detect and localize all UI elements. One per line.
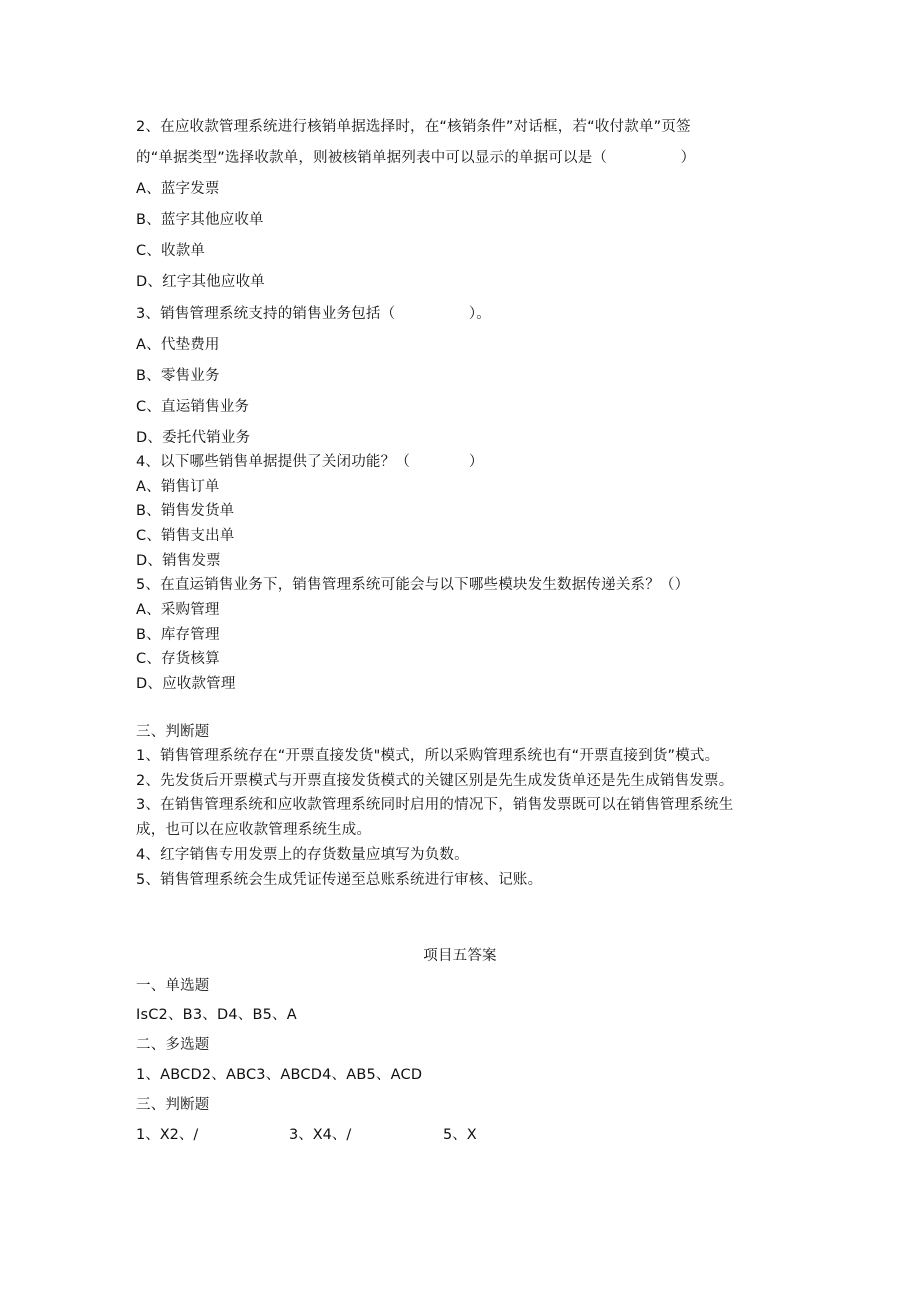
question-2-option-b: B、蓝字其他应收单 [136, 212, 264, 228]
question-3-stem: 3、销售管理系统支持的销售业务包括（ ）。 [136, 306, 491, 322]
answers-multi-line: 1、ABCD2、ABC3、ABCD4、AB5、ACD [136, 1067, 423, 1083]
judgement-heading: 三、判断题 [136, 724, 210, 740]
answers-judge-part-1: 1、X2、/ [136, 1127, 199, 1143]
answers-multi-heading: 二、多选题 [136, 1037, 210, 1053]
answers-single-heading: 一、单选题 [136, 978, 210, 994]
question-2-option-d: D、红字其他应收单 [136, 274, 265, 290]
question-4-option-d: D、销售发票 [136, 553, 221, 569]
question-2-option-a: A、蓝字发票 [136, 181, 220, 197]
answers-judge-part-2: 3、X4、/ [289, 1127, 352, 1143]
answers-judge-heading: 三、判断题 [136, 1097, 210, 1113]
question-2-stem-line2: 的“单据类型”选择收款单，则被核销单据列表中可以显示的单据可以是（ ） [136, 150, 696, 166]
question-5-option-c: C、存货核算 [136, 651, 220, 667]
question-4-option-b: B、销售发货单 [136, 503, 235, 519]
question-4-stem: 4、以下哪些销售单据提供了关闭功能？（ ） [136, 454, 484, 470]
judgement-item-2: 2、先发货后开票模式与开票直接发货模式的关键区别是先生成发货单还是先生成销售发票。 [136, 773, 734, 789]
question-5-option-d: D、应收款管理 [136, 676, 236, 692]
question-5-option-a: A、采购管理 [136, 602, 220, 618]
question-5-option-b: B、库存管理 [136, 627, 220, 643]
answers-single-line: IsC2、B3、D4、B5、A [136, 1007, 297, 1023]
answers-title: 项目五答案 [423, 948, 497, 964]
judgement-item-3-line2: 成，也可以在应收款管理系统生成。 [136, 822, 372, 838]
answers-judge-part-3: 5、X [443, 1127, 477, 1143]
question-3-option-a: A、代垫费用 [136, 337, 220, 353]
question-3-option-d: D、委托代销业务 [136, 430, 251, 446]
judgement-item-1: 1、销售管理系统存在“开票直接发货"模式，所以采购管理系统也有“开票直接到货”模式。 [136, 748, 720, 764]
question-3-option-c: C、直运销售业务 [136, 399, 250, 415]
question-2-option-c: C、收款单 [136, 243, 206, 259]
question-5-stem: 5、在直运销售业务下，销售管理系统可能会与以下哪些模块发生数据传递关系？（） [136, 577, 690, 593]
question-2-stem-line1: 2、在应收款管理系统进行核销单据选择时，在“核销条件”对话框，若“收付款单”页签 [136, 119, 691, 135]
question-4-option-c: C、销售支出单 [136, 528, 235, 544]
question-3-option-b: B、零售业务 [136, 368, 220, 384]
judgement-item-4: 4、红字销售专用发票上的存货数量应填写为负数。 [136, 847, 469, 863]
question-4-option-a: A、销售订单 [136, 479, 220, 495]
judgement-item-5: 5、销售管理系统会生成凭证传递至总账系统进行审核、记账。 [136, 872, 543, 888]
judgement-item-3-line1: 3、在销售管理系统和应收款管理系统同时启用的情况下，销售发票既可以在销售管理系统生 [136, 797, 734, 813]
